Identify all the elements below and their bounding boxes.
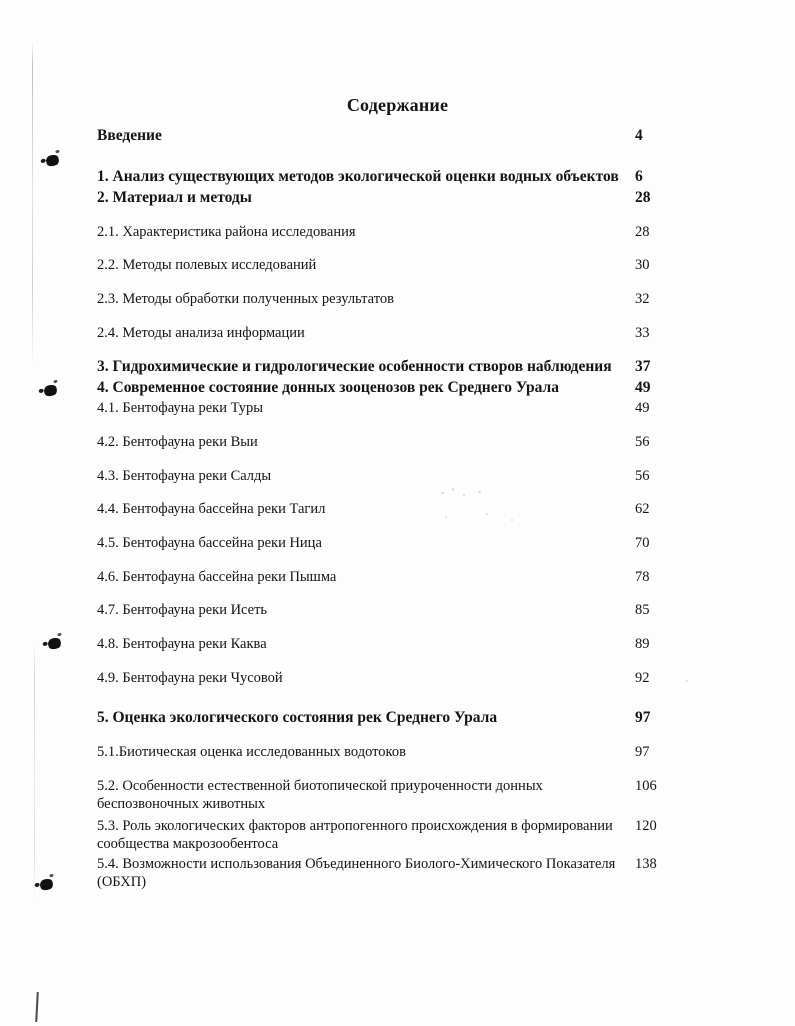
toc-entry-page-number: 32: [635, 291, 650, 308]
toc-entry[interactable]: [97, 818, 697, 853]
toc-entry[interactable]: [97, 400, 697, 418]
ink-blot-artifact: [39, 877, 55, 891]
toc-entry-page-number: 6: [635, 167, 643, 185]
toc-entry-label: 4.5. Бентофауна бассейна реки Ница: [97, 535, 322, 552]
toc-entry-label: Введение: [97, 127, 162, 144]
toc-entry-page-number: 106: [635, 778, 657, 795]
toc-entry-page-number: 85: [635, 602, 650, 619]
toc-entry-page-number: 138: [635, 855, 657, 872]
toc-entry[interactable]: [97, 569, 697, 587]
scan-line-artifact: [32, 40, 33, 370]
toc-entry[interactable]: [97, 127, 697, 146]
toc-entry-page-number: 56: [635, 467, 650, 484]
toc-entry-label: 3. Гидрохимические и гидрологические особенности створов наблюдения: [97, 358, 612, 376]
toc-entry[interactable]: [97, 636, 697, 654]
toc-entry[interactable]: [97, 379, 697, 398]
toc-entry[interactable]: [97, 670, 697, 688]
toc-entry-page-number: 56: [635, 433, 650, 450]
toc-entry-page-number: 89: [635, 636, 650, 653]
toc-entry-label: 5. Оценка экологического состояния рек Среднего Урала: [97, 709, 498, 727]
toc-entry-label: 4. Современное состояние донных зооценозов рек Среднего Урала: [97, 379, 559, 397]
toc-entry-page-number: 120: [635, 818, 657, 835]
toc-entry-page-number: 62: [635, 501, 650, 518]
ink-blot-artifact: [47, 636, 63, 650]
toc-entry-label: 1. Анализ существующих методов экологической оценки водных объектов: [97, 167, 619, 185]
toc-entry-page-number: 33: [635, 324, 650, 341]
toc-entry-label: 2.1. Характеристика района исследования: [97, 223, 356, 240]
scan-edge-mark: [35, 992, 39, 1022]
toc-entry-label: 4.4. Бентофауна бассейна реки Тагил: [97, 501, 326, 518]
toc-entry-page-number: 78: [635, 568, 650, 585]
toc-entry[interactable]: [97, 224, 697, 242]
toc-entry-label: 4.1. Бентофауна реки Туры: [97, 400, 263, 417]
toc-entry[interactable]: [97, 778, 697, 813]
toc-entry[interactable]: [97, 434, 697, 452]
toc-entry[interactable]: [97, 709, 697, 728]
toc-entry[interactable]: [97, 358, 697, 377]
toc-entry-label: 5.4. Возможности использования Объединенного Биолого-Химического Показателя (ОБХП): [97, 855, 616, 890]
toc-entry[interactable]: [97, 189, 697, 208]
toc-entry[interactable]: [97, 325, 697, 343]
toc-entry-label: 4.7. Бентофауна реки Исеть: [97, 602, 268, 619]
table-of-contents: [97, 127, 697, 891]
page-title: Содержание: [346, 95, 449, 115]
toc-entry-label: 4.3. Бентофауна реки Салды: [97, 467, 272, 484]
toc-entry[interactable]: [97, 535, 697, 553]
toc-entry-page-number: 97: [635, 709, 651, 727]
toc-entry-page-number: 28: [635, 223, 650, 240]
toc-entry-page-number: 4: [635, 127, 643, 144]
scan-line-artifact-lower: [34, 640, 35, 900]
toc-entry-label: 5.2. Особенности естественной биотопической приуроченности донных беспозвоночных животных: [97, 778, 543, 812]
toc-entry-label: 4.8. Бентофауна реки Каква: [97, 636, 267, 653]
toc-entry-label: 2.3. Методы обработки полученных результатов: [97, 291, 394, 308]
toc-entry[interactable]: [97, 468, 697, 486]
toc-entry-label: 2. Материал и методы: [97, 188, 252, 206]
toc-entry-page-number: 49: [635, 379, 651, 397]
toc-entry[interactable]: [97, 856, 697, 891]
toc-entry[interactable]: [97, 291, 697, 309]
toc-entry-label: 4.6. Бентофауна бассейна реки Пышма: [97, 568, 337, 585]
toc-entry-label: 2.2. Методы полевых исследований: [97, 257, 317, 274]
toc-entry-page-number: 70: [635, 535, 650, 552]
toc-entry[interactable]: [97, 501, 697, 519]
toc-entry[interactable]: [97, 602, 697, 620]
ink-blot-artifact: [45, 153, 61, 167]
toc-entry-page-number: 28: [635, 188, 651, 206]
toc-entry-label: 5.3. Роль экологических факторов антропогенного происхождения в формировании сообщества макрозообентоса: [97, 818, 613, 853]
toc-entry-page-number: 97: [635, 744, 650, 761]
toc-entry-label: 5.1.Биотическая оценка исследованных водотоков: [97, 744, 406, 761]
toc-entry-label: 4.2. Бентофауна реки Выи: [97, 433, 258, 450]
toc-entry-page-number: 92: [635, 669, 650, 686]
toc-entry-label: 2.4. Методы анализа информации: [97, 324, 305, 341]
toc-entry-page-number: 49: [635, 400, 650, 417]
toc-entry[interactable]: [97, 168, 697, 187]
ink-blot-artifact: [43, 383, 59, 397]
toc-entry-page-number: 30: [635, 257, 650, 274]
toc-entry[interactable]: [97, 744, 697, 762]
toc-entry-page-number: 37: [635, 358, 651, 376]
toc-entry-label: 4.9. Бентофауна реки Чусовой: [97, 669, 283, 686]
toc-entry[interactable]: [97, 257, 697, 275]
